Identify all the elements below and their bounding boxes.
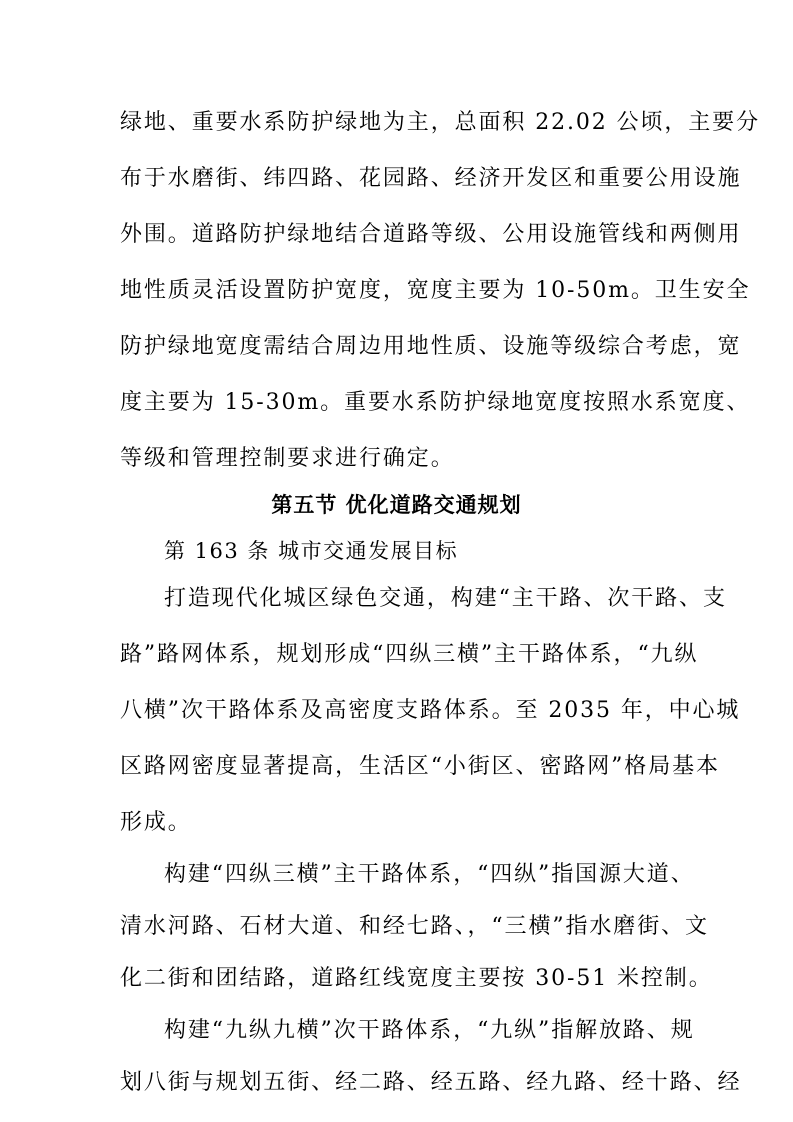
paragraph-1-line-4: 地性质灵活设置防护宽度，宽度主要为 10-50m。卫生安全 <box>120 278 751 303</box>
paragraph-1-line-5: 防护绿地宽度需结合周边用地性质、设施等级综合考虑，宽 <box>120 334 742 359</box>
paragraph-4-line-1: 构建“九纵九横”次干路体系，“九纵”指解放路、规 <box>164 1018 695 1043</box>
paragraph-4-line-2: 划八街与规划五街、经二路、经五路、经九路、经十路、经 <box>120 1070 742 1095</box>
paragraph-1-line-6: 度主要为 15-30m。重要水系防护绿地宽度按照水系宽度、 <box>120 390 751 415</box>
paragraph-1-line-2: 布于水磨街、纬四路、花园路、经济开发区和重要公用设施 <box>120 166 742 191</box>
paragraph-2-line-2: 路”路网体系，规划形成“四纵三横”主干路体系，“九纵 <box>120 642 699 667</box>
paragraph-2-line-3: 八横”次干路体系及高密度支路体系。至 2035 年，中心城 <box>120 698 741 723</box>
paragraph-2-line-5: 形成。 <box>120 810 192 835</box>
paragraph-2-line-4: 区路网密度显著提高，生活区“小街区、密路网”格局基本 <box>120 754 720 779</box>
section-heading: 第五节 优化道路交通规划 <box>271 493 522 517</box>
paragraph-3-line-3: 化二街和团结路，道路红线宽度主要按 30-51 米控制。 <box>120 966 713 991</box>
paragraph-1-line-1: 绿地、重要水系防护绿地为主，总面积 22.02 公顷，主要分 <box>120 110 760 135</box>
paragraph-1-line-7: 等级和管理控制要求进行确定。 <box>120 446 455 471</box>
paragraph-3-line-1: 构建“四纵三横”主干路体系，“四纵”指国源大道、 <box>164 862 695 887</box>
paragraph-1-line-3: 外围。道路防护绿地结合道路等级、公用设施管线和两侧用 <box>120 222 742 247</box>
paragraph-2-line-1: 打造现代化城区绿色交通，构建“主干路、次干路、支 <box>164 586 727 611</box>
paragraph-3-line-2: 清水河路、石材大道、和经七路、，“三横”指水磨街、文 <box>120 914 709 939</box>
article-heading: 第 163 条 城市交通发展目标 <box>164 539 459 563</box>
